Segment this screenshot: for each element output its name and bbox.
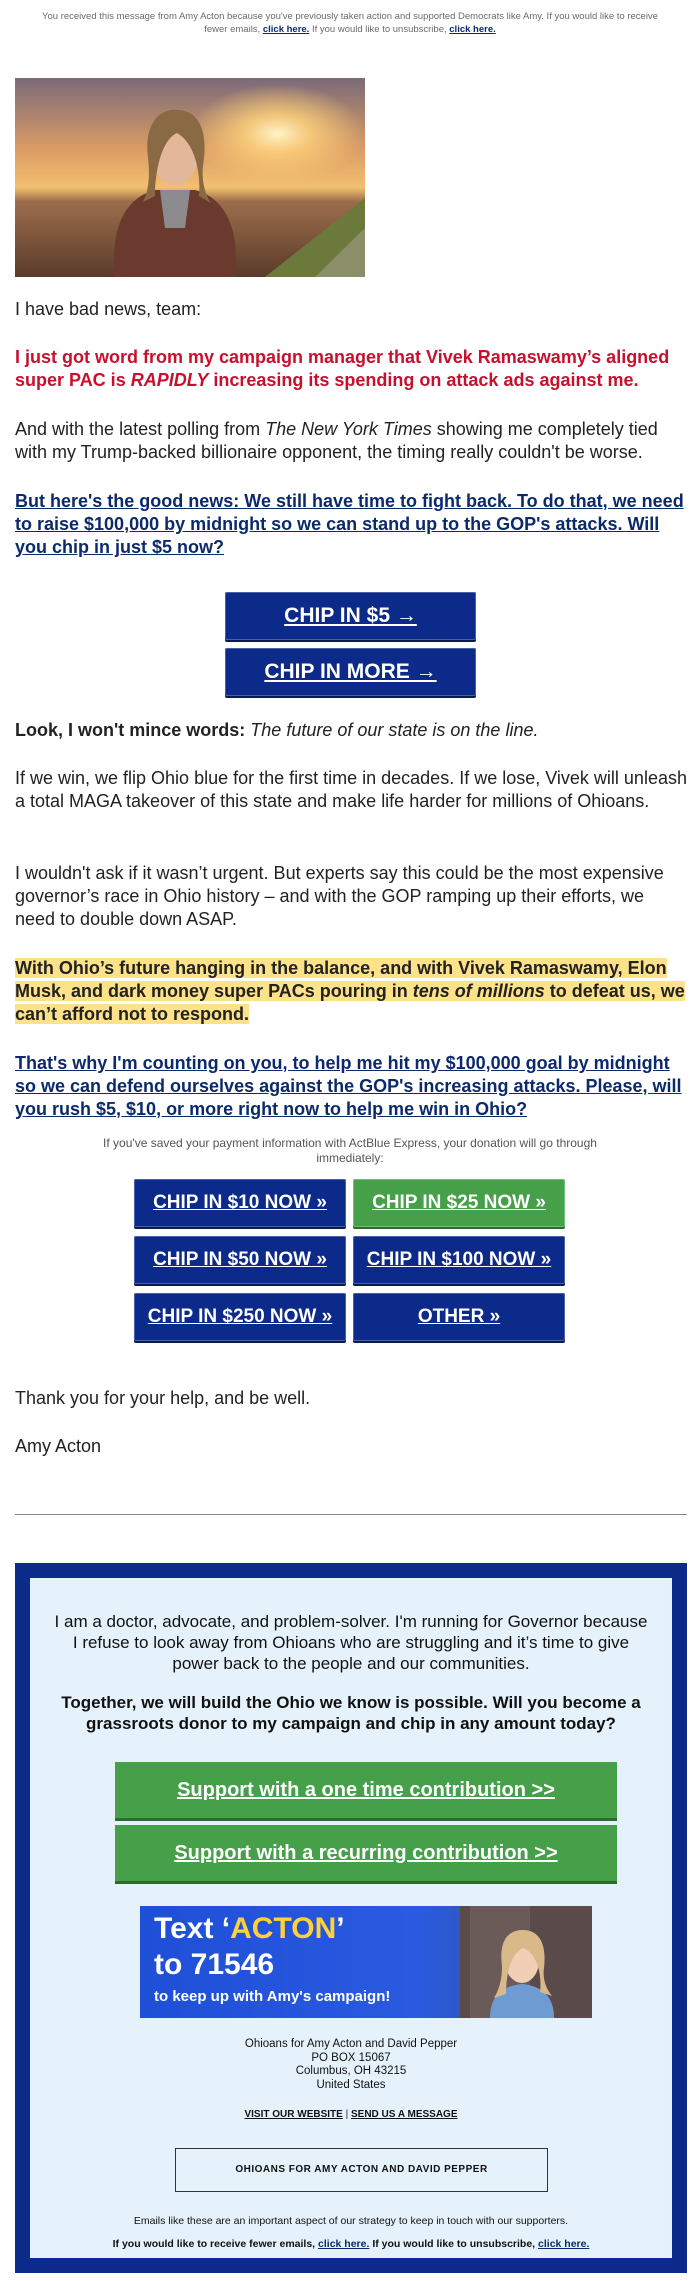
footer-fewer-emails-link[interactable]: click here.: [318, 2238, 370, 2250]
unsub-text-2: If you would like to unsubscribe,: [372, 2238, 536, 2250]
highlight-emphasis: tens of millions: [412, 981, 545, 1001]
chip-in-more-button[interactable]: CHIP IN MORE →: [225, 648, 476, 696]
highlight-text: With Ohio’s future hanging in the balance, and with Vivek Ramaswamy, Elon Musk, and dark money super PACs pouring in: [15, 958, 667, 1001]
chip-in-5-button[interactable]: CHIP IN $5 →: [225, 592, 476, 640]
visit-website-link[interactable]: VISIT OUR WEBSITE: [244, 2109, 343, 2120]
address-line: Columbus, OH 43215: [295, 2065, 407, 2077]
sms-text-prefix: Text ‘: [154, 1912, 231, 1945]
other-amount-button[interactable]: OTHER »: [353, 1293, 565, 1341]
link-separator: |: [345, 2109, 349, 2120]
alert-text-end: increasing its spending on attack ads against me.: [208, 370, 639, 390]
unsubscribe-link[interactable]: click here.: [449, 24, 496, 35]
nyt-emphasis: The New York Times: [265, 419, 432, 439]
chip-in-10-button[interactable]: CHIP IN $10 NOW »: [134, 1179, 346, 1227]
address-line: Ohioans for Amy Acton and David Pepper: [244, 2038, 458, 2050]
sms-text-suffix: ’: [336, 1912, 345, 1945]
mailing-address: [30, 2038, 672, 2092]
alert-paragraph: [15, 346, 687, 392]
polling-text: And with the latest polling from: [15, 419, 266, 439]
greeting: I have bad news, team:: [15, 299, 202, 319]
sms-keyword: ACTON: [230, 1912, 337, 1945]
urgent-paragraph: I wouldn't ask if it wasn’t urgent. But experts say this could be the most expensive governor’s race in Ohio history – and with the GOP ramping up their efforts, we need to double down ASAP.: [15, 863, 664, 929]
hero-photo: [15, 78, 365, 277]
footer-panel: [15, 1563, 687, 2273]
chip-in-250-button[interactable]: CHIP IN $250 NOW »: [134, 1293, 346, 1341]
alert-text: I just got word from my campaign manager that Vivek Ramaswamy’s aligned super PAC is: [15, 347, 670, 390]
actblue-express-note: If you've saved your payment information with ActBlue Express, your donation will go through immediately:: [103, 1136, 597, 1165]
alert-emphasis: RAPIDLY: [130, 370, 209, 390]
chip-in-100-button[interactable]: CHIP IN $100 NOW »: [353, 1236, 565, 1284]
preheader-text-2: If you would like to unsubscribe,: [311, 24, 447, 35]
one-time-contribution-button[interactable]: Support with a one time contribution >>: [115, 1762, 617, 1818]
address-line: United States: [316, 2078, 386, 2091]
signature: Amy Acton: [15, 1436, 102, 1456]
preheader: [40, 10, 660, 36]
flip-paragraph: If we win, we flip Ohio blue for the first time in decades. If we lose, Vivek will unleash a total MAGA takeover of this state and make life harder for millions of Ohioans.: [15, 768, 687, 811]
footer-together: Together, we will build the Ohio we know is possible. Will you become a grassroots donor to my campaign and chip in any amount today?: [61, 1693, 641, 1733]
donation-ask-link-2[interactable]: That's why I'm counting on you, to help me hit my $100,000 goal by midnight so we can defend ourselves against the GOP's increasing attacks. Please, will you rush $5, $10, or more right now to help me win in Ohio?: [15, 1053, 682, 1119]
address-line: PO BOX 15067: [311, 2051, 391, 2064]
footer-links: [30, 2108, 672, 2122]
sms-tagline: to keep up with Amy's campaign!: [154, 1988, 391, 2005]
unsub-text: If you would like to receive fewer emails,: [112, 2238, 316, 2250]
warning-bold: Look, I won't mince words:: [15, 720, 246, 740]
footer-intro: I am a doctor, advocate, and problem-solver. I'm running for Governor because I refuse to look away from Ohioans who are struggling and it’s time to give power back to the people and our communities.: [54, 1612, 648, 1673]
emails-note: Emails like these are an important aspect of our strategy to keep in touch with our supporters.: [133, 2215, 569, 2227]
chip-in-25-button[interactable]: CHIP IN $25 NOW »: [353, 1179, 565, 1227]
divider: [15, 1514, 687, 1515]
polling-paragraph: [15, 418, 687, 464]
sms-line-1: [154, 1912, 345, 1946]
send-message-link[interactable]: SEND US A MESSAGE: [351, 2109, 458, 2120]
donation-ask-link[interactable]: But here's the good news: We still have time to fight back. To do that, we need to raise $100,000 by midnight so we can stand up to the GOP's attacks. Will you chip in just $5 now?: [15, 491, 684, 557]
fewer-emails-link[interactable]: click here.: [262, 24, 310, 35]
thanks-text: Thank you for your help, and be well.: [15, 1388, 311, 1408]
warning-paragraph: [15, 719, 687, 742]
org-name-box: OHIOANS FOR AMY ACTON AND DAVID PEPPER: [175, 2148, 548, 2192]
polling-text-end: showing me completely tied with my Trump-backed billionaire opponent, the timing really couldn't be worse.: [15, 419, 658, 462]
unsubscribe-line: [30, 2238, 672, 2251]
preheader-text: You received this message from Amy Acton because you've previously taken action and supported Democrats like Amy. If you would like to receive fewer emails,: [42, 11, 658, 35]
recurring-contribution-button[interactable]: Support with a recurring contribution >>: [115, 1825, 617, 1881]
highlight-paragraph: [15, 957, 687, 1026]
highlight-text-end: to defeat us, we can’t afford not to respond.: [15, 981, 685, 1024]
sms-short-code: to 71546: [154, 1948, 275, 1981]
chip-in-50-button[interactable]: CHIP IN $50 NOW »: [134, 1236, 346, 1284]
footer-unsubscribe-link[interactable]: click here.: [538, 2238, 590, 2250]
warning-emphasis: The future of our state is on the line.: [245, 720, 539, 740]
text-signup-banner[interactable]: [140, 1906, 592, 2018]
